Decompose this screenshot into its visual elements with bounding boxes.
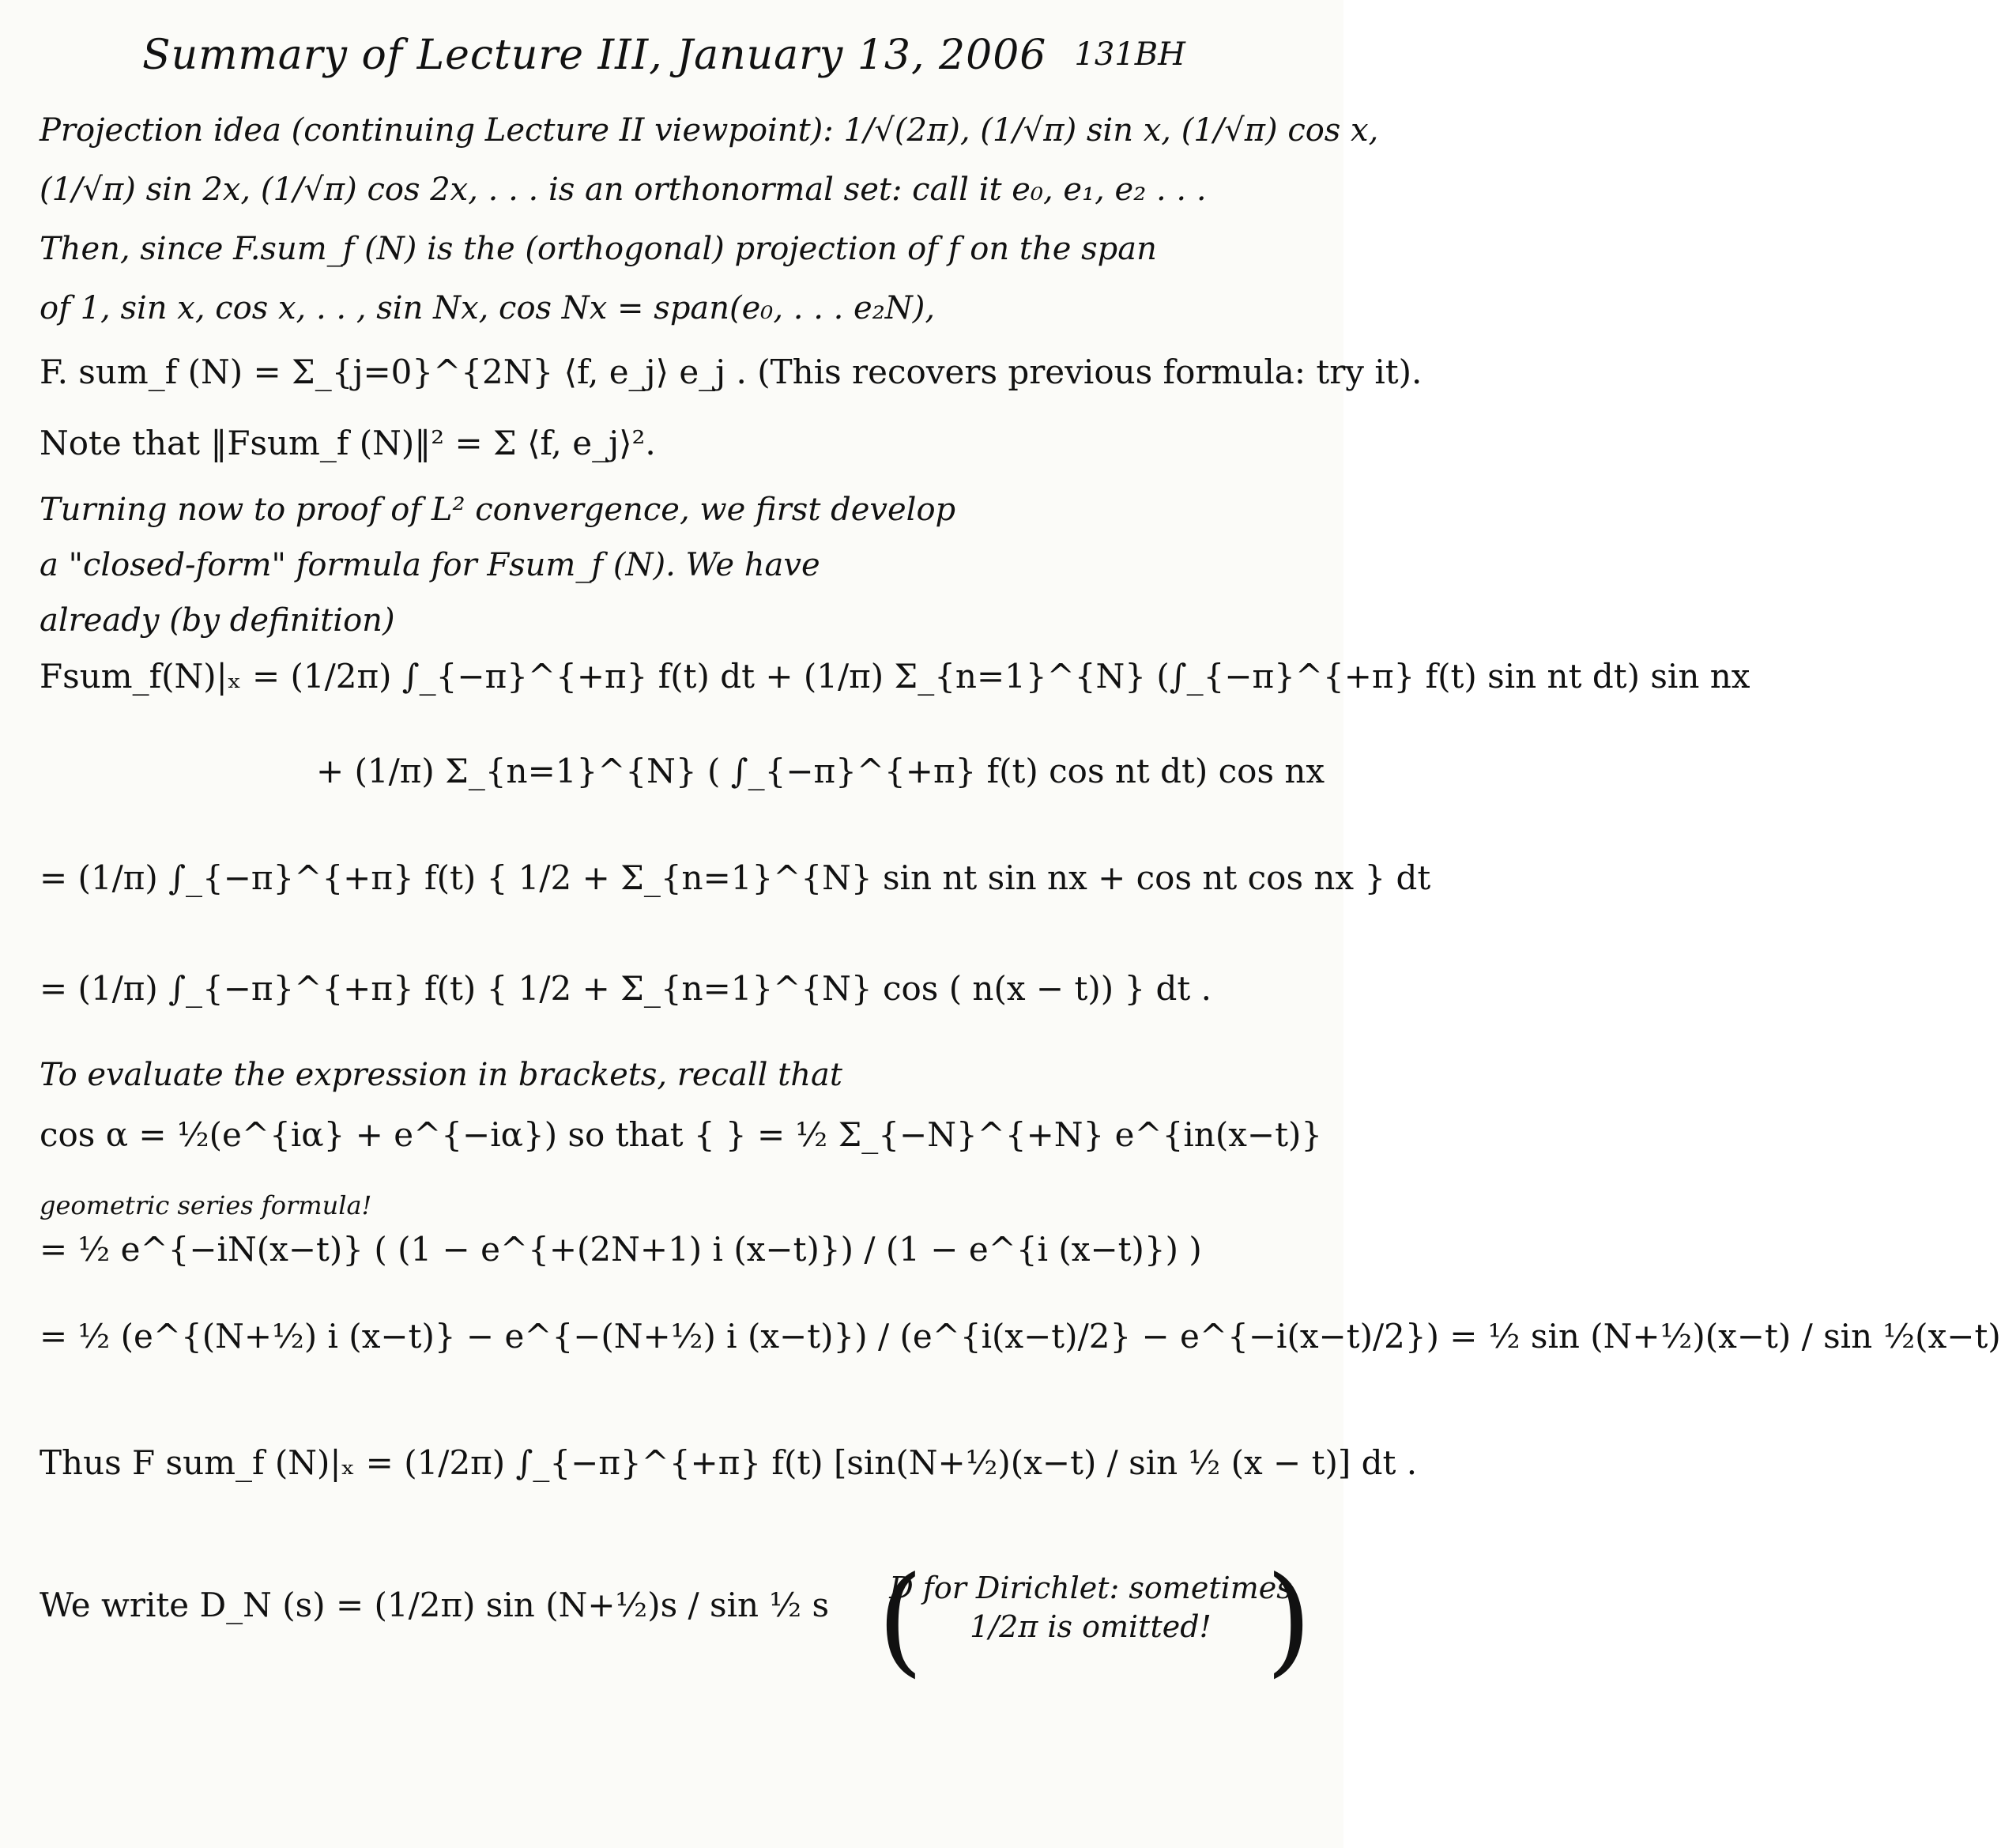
text-line-by-definition: already (by definition): [40, 602, 395, 639]
equation-fsum-closed-form: Thus F sum_f (N)|ₓ = (1/2π) ∫_{−π}^{+π} f(t) [sin(N+½)(x−t) / sin ½ (x − t)] dt .: [40, 1443, 1418, 1482]
text-line-l2-convergence: Turning now to proof of L² convergence, we first develop: [40, 492, 956, 528]
equation-geometric-sum: = ½ e^{−iN(x−t)} ( (1 − e^{+(2N+1) i (x−t)}) / (1 − e^{i (x−t)}) ): [40, 1230, 1202, 1269]
equation-fsum-expansion: F. sum_f (N) = Σ_{j=0}^{2N} ⟨f, e_j⟩ e_j . (This recovers previous formula: try it).: [40, 353, 1423, 391]
equation-cosine-difference: = (1/π) ∫_{−π}^{+π} f(t) { 1/2 + Σ_{n=1}^{N} cos ( n(x − t)) } dt .: [40, 969, 1212, 1008]
text-line-orthonormal-set: (1/√π) sin 2x, (1/√π) cos 2x, . . . is an orthonormal set: call it e₀, e₁, e₂ . . .: [40, 172, 1207, 208]
page-title: Summary of Lecture III, January 13, 2006: [142, 32, 1047, 79]
equation-sine-ratio: = ½ (e^{(N+½) i (x−t)} − e^{−(N+½) i (x−t)}) / (e^{i(x−t)/2} − e^{−i(x−t)/2}) = ½ sin (N+½)(x−t) / sin ½(x−t): [40, 1317, 2001, 1356]
equation-combined-integral: = (1/π) ∫_{−π}^{+π} f(t) { 1/2 + Σ_{n=1}^{N} sin nt sin nx + cos nt cos nx } dt: [40, 858, 1431, 897]
course-code: 131BH: [1074, 36, 1185, 73]
note-left-paren: (: [877, 1552, 924, 1689]
text-line-projection-idea: Projection idea (continuing Lecture II viewpoint): 1/√(2π), (1/√π) sin x, (1/√π) cos x,: [40, 112, 1379, 149]
equation-fsum-definition: Fsum_f(N)|ₓ = (1/2π) ∫_{−π}^{+π} f(t) dt + (1/π) Σ_{n=1}^{N} (∫_{−π}^{+π} f(t) sin nt dt) sin nx: [40, 657, 1750, 696]
equation-cosine-terms: + (1/π) Σ_{n=1}^{N} ( ∫_{−π}^{+π} f(t) cos nt dt) cos nx: [316, 752, 1325, 790]
text-line-projection: Then, since F.sum_f (N) is the (orthogonal) projection of f on the span: [40, 231, 1157, 267]
dirichlet-note: [877, 1552, 1312, 1689]
note-right-paren: ): [1265, 1552, 1312, 1689]
dirichlet-note-text: D for Dirichlet: sometimes 1/2π is omitted!: [889, 1571, 1292, 1645]
text-line-geometric-series: geometric series formula!: [40, 1190, 372, 1220]
page-header: [142, 32, 1185, 103]
equation-dirichlet-kernel: We write D_N (s) = (1/2π) sin (N+½)s / sin ½ s: [40, 1586, 830, 1624]
equation-euler-cosine: cos α = ½(e^{iα} + e^{−iα}) so that { } = ½ Σ_{−N}^{+N} e^{in(x−t)}: [40, 1115, 1323, 1154]
text-line-closed-form: a "closed-form" formula for Fsum_f (N). We have: [40, 547, 820, 583]
equation-norm: Note that ‖Fsum_f (N)‖² = Σ ⟨f, e_j⟩².: [40, 424, 656, 462]
text-line-evaluate-brackets: To evaluate the expression in brackets, recall that: [40, 1057, 842, 1093]
text-line-span: of 1, sin x, cos x, . . , sin Nx, cos Nx = span(e₀, . . . e₂N),: [40, 290, 936, 326]
